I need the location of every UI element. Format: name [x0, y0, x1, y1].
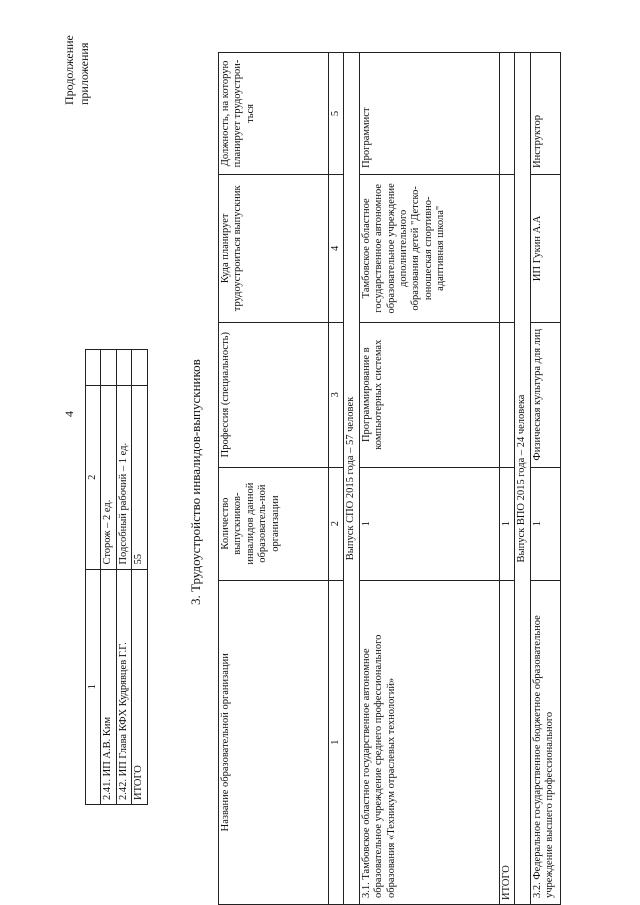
- data-row-vpo: [530, 53, 560, 905]
- header-row: [219, 53, 329, 905]
- main-table: [218, 52, 561, 905]
- column-number: 1: [329, 580, 344, 904]
- page-number: 4: [62, 411, 76, 417]
- position: Инструктор: [530, 53, 560, 175]
- section-label-spo: Выпуск СПО 2015 года – 57 человек: [344, 53, 359, 905]
- top-table-row: [116, 350, 131, 805]
- column-number-row: [329, 53, 344, 905]
- top-table-number-row: [86, 350, 101, 805]
- section-label-vpo: Выпуск ВПО 2015 года – 24 человека: [515, 53, 530, 905]
- graduate-count: 1: [530, 467, 560, 580]
- employer: ИП Гукин А.А: [530, 174, 560, 322]
- data-row-spo: [359, 53, 499, 905]
- top-row-value: Сторож – 2 ед.: [101, 385, 116, 569]
- total-row-spo: [499, 53, 514, 905]
- section-title: 3. Трудоустройство инвалидов-выпускников: [188, 359, 203, 605]
- top-col1-number: 1: [86, 569, 101, 804]
- top-row-name: 2.41. ИП А.В. Ким: [101, 569, 116, 804]
- section-row-vpo: [515, 53, 530, 905]
- continuation-note: Продолжение приложения: [62, 35, 91, 105]
- column-number: 4: [329, 174, 344, 322]
- header-position: Должность, на которую планирует трудоустрои-ться: [219, 53, 329, 175]
- graduate-count: 1: [359, 467, 499, 580]
- position: Программист: [359, 53, 499, 175]
- total-value: 1: [499, 467, 514, 580]
- section-row-spo: [344, 53, 359, 905]
- top-col2-number: 2: [86, 385, 101, 569]
- header-org-name: Название образовательной организации: [219, 580, 329, 904]
- column-number: 3: [329, 322, 344, 467]
- total-label: ИТОГО: [499, 580, 514, 904]
- top-row-value: Подсобный рабочий – 1 ед.: [116, 385, 131, 569]
- header-employer: Куда планирует трудоустроиться выпускник: [219, 174, 329, 322]
- org-name: 3.1. Тамбовское областное государственное автономное образовательное учреждение среднего профессионального образования «Техникум отраслевых технологий»: [359, 580, 499, 904]
- profession: Программирование в компьютерных системах: [359, 322, 499, 467]
- org-name: 3.2. Федеральное государственное бюджетное образовательное учреждение высшего профессионального: [530, 580, 560, 904]
- column-number: 2: [329, 467, 344, 580]
- top-total-value: 55: [132, 385, 147, 569]
- column-number: 5: [329, 53, 344, 175]
- top-row-name: 2.42. ИП Глава КФХ Кудрявцев Г.Г.: [116, 569, 131, 804]
- top-table-total-row: [132, 350, 147, 805]
- top-total-label: ИТОГО: [132, 569, 147, 804]
- header-profession: Профессия (специальность): [219, 322, 329, 467]
- header-graduate-count: Количество выпускников-инвалидов данной образователь-ной организации: [219, 467, 329, 580]
- top-table: [85, 349, 148, 805]
- top-table-row: [101, 350, 116, 805]
- employer: Тамбовское областное государственное автономное образовательное учреждение дополнительного образования детей "Детско-юношеская спортивно-адаптивная школа": [359, 174, 499, 322]
- profession: Физическая культура для лиц: [530, 322, 560, 467]
